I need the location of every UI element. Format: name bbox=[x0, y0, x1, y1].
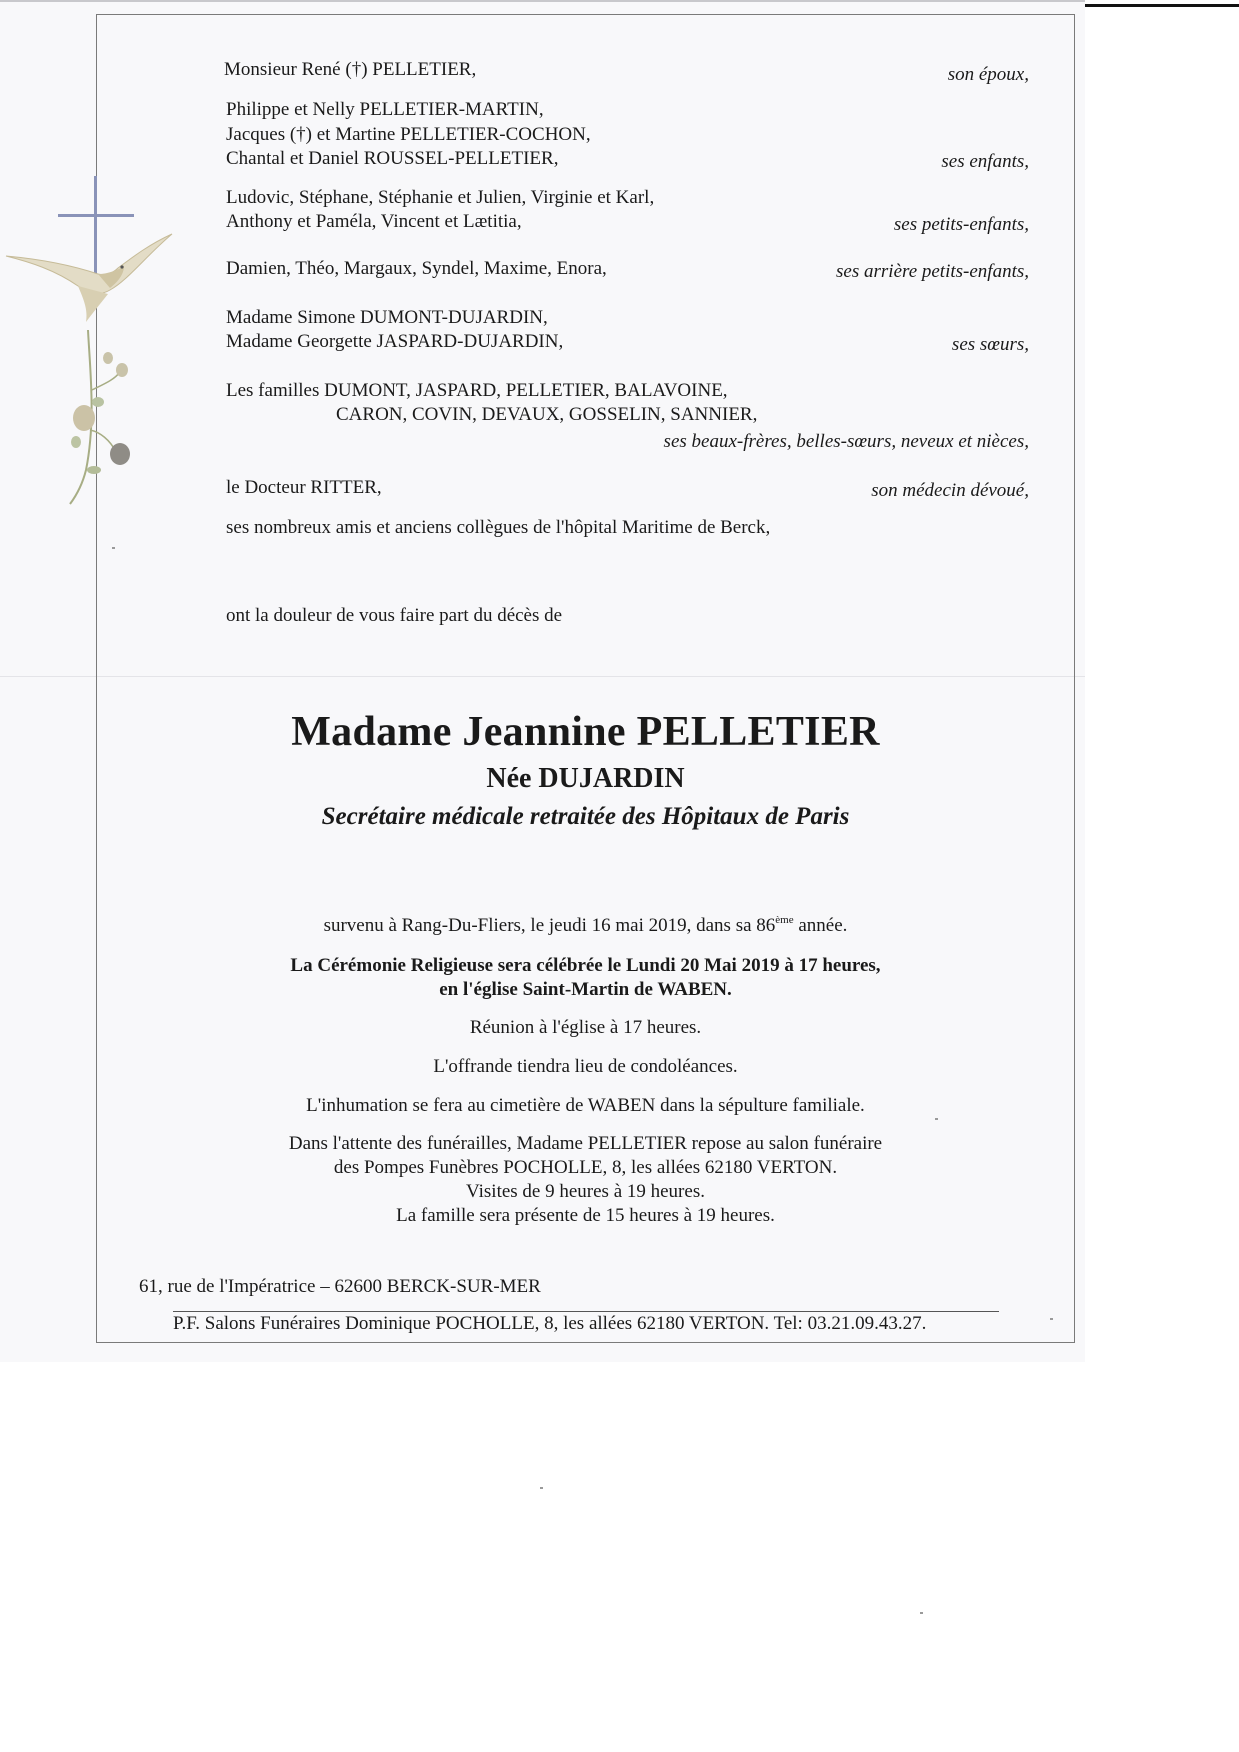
deceased-profession: Secrétaire médicale retraitée des Hôpitaux de Paris bbox=[321, 803, 850, 830]
offering-line: L'offrande tiendra lieu de condoléances. bbox=[433, 1056, 738, 1077]
friends-line: ses nombreux amis et anciens collègues de l'hôpital Maritime de Berck, bbox=[226, 517, 771, 538]
deceased-maiden-name: Née DUJARDIN bbox=[486, 763, 685, 794]
ceremony-line-1: La Cérémonie Religieuse sera célébrée le Lundi 20 Mai 2019 à 17 heures, bbox=[290, 955, 881, 976]
top-edge-line bbox=[0, 0, 1085, 2]
family-presence-line: La famille sera présente de 15 heures à 19 heures. bbox=[396, 1205, 775, 1226]
death-notice-end: année. bbox=[793, 915, 848, 936]
families-line-1: Les familles DUMONT, JASPARD, PELLETIER, BALAVOINE, bbox=[226, 380, 728, 401]
rest-line-1: Dans l'attente des funérailles, Madame PELLETIER repose au salon funéraire bbox=[288, 1133, 883, 1154]
grandchildren-line-1: Ludovic, Stéphane, Stéphanie et Julien, Virginie et Karl, bbox=[226, 187, 655, 208]
death-notice bbox=[96, 914, 1075, 938]
scan-speck bbox=[1050, 1318, 1053, 1320]
grandchildren-line-2: Anthony et Paméla, Vincent et Lætitia, bbox=[226, 211, 522, 232]
children-line-2: Jacques (†) et Martine PELLETIER-COCHON, bbox=[226, 124, 591, 145]
burial-line: L'inhumation se fera au cimetière de WABEN dans la sépulture familiale. bbox=[306, 1095, 865, 1116]
rest-line-2: des Pompes Funèbres POCHOLLE, 8, les allées 62180 VERTON. bbox=[333, 1157, 838, 1178]
announcement-line: ont la douleur de vous faire part du décès de bbox=[226, 605, 563, 626]
flowers-icon bbox=[70, 330, 130, 504]
doctor-role: son médecin dévoué, bbox=[871, 480, 1029, 501]
sisters-line-2: Madame Georgette JASPARD-DUJARDIN, bbox=[226, 331, 564, 352]
meeting-line: Réunion à l'église à 17 heures. bbox=[469, 1017, 702, 1038]
families-role: ses beaux-frères, belles-sœurs, neveux et nièces, bbox=[663, 431, 1029, 452]
corner-mark bbox=[1085, 4, 1239, 7]
children-line-1: Philippe et Nelly PELLETIER-MARTIN, bbox=[226, 99, 544, 120]
funeral-home-line: P.F. Salons Funéraires Dominique POCHOLLE, 8, les allées 62180 VERTON. Tel: 03.21.09.43.27. bbox=[173, 1313, 927, 1334]
grandchildren-role: ses petits-enfants, bbox=[893, 214, 1029, 235]
husband-role: son époux, bbox=[947, 64, 1029, 85]
deceased-name: Madame Jeannine PELLETIER bbox=[291, 709, 880, 755]
husband-name: Monsieur René (†) PELLETIER, bbox=[224, 59, 477, 80]
ceremony-line-2: en l'église Saint-Martin de WABEN. bbox=[439, 979, 732, 1000]
great-grandchildren-line: Damien, Théo, Margaux, Syndel, Maxime, Enora, bbox=[226, 258, 607, 279]
children-line-3: Chantal et Daniel ROUSSEL-PELLETIER, bbox=[226, 148, 559, 169]
scan-speck bbox=[540, 1487, 543, 1489]
death-notice-text: survenu à Rang-Du-Fliers, le jeudi 16 mai 2019, dans sa 86 bbox=[323, 915, 776, 936]
great-grandchildren-role: ses arrière petits-enfants, bbox=[836, 261, 1029, 282]
family-address: 61, rue de l'Impératrice – 62600 BERCK-SUR-MER bbox=[139, 1276, 541, 1297]
children-role: ses enfants, bbox=[941, 151, 1029, 172]
sisters-line-1: Madame Simone DUMONT-DUJARDIN, bbox=[226, 307, 548, 328]
scan-speck bbox=[935, 1118, 938, 1120]
sisters-role: ses sœurs, bbox=[951, 334, 1029, 355]
doctor-name: le Docteur RITTER, bbox=[226, 477, 382, 498]
visits-line: Visites de 9 heures à 19 heures. bbox=[466, 1181, 705, 1202]
scan-speck bbox=[112, 547, 115, 549]
dove-icon bbox=[6, 234, 172, 322]
families-line-2: CARON, COVIN, DEVAUX, GOSSELIN, SANNIER, bbox=[336, 404, 758, 425]
death-notice-superscript: ème bbox=[775, 914, 794, 926]
scan-speck bbox=[920, 1612, 923, 1614]
dove-cross-ornament bbox=[0, 170, 180, 510]
